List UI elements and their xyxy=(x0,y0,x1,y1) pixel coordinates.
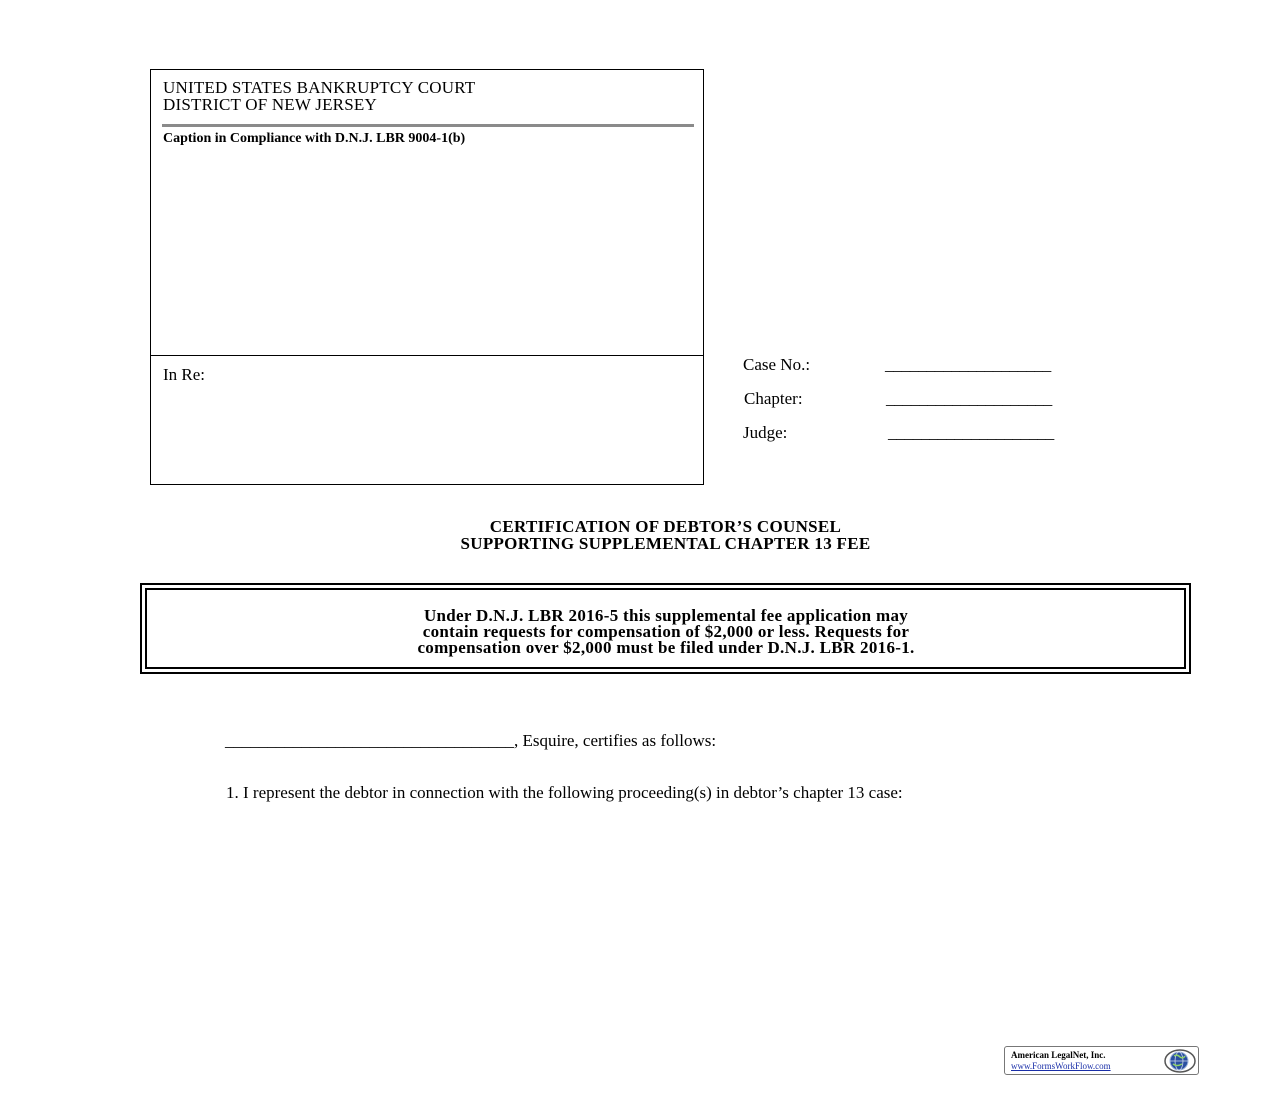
notice-text xyxy=(147,608,1184,656)
court-name xyxy=(163,79,475,113)
title-line-2: SUPPORTING SUPPLEMENTAL CHAPTER 13 FEE xyxy=(460,534,871,553)
notice-line-3: compensation over $2,000 must be filed under D.N.J. LBR 2016-1. xyxy=(417,638,915,657)
judge-label: Judge: xyxy=(743,423,788,442)
footer-company-name: American LegalNet, Inc. xyxy=(1011,1050,1106,1060)
court-line-1: UNITED STATES BANKRUPTCY COURT xyxy=(163,78,476,97)
caption-rule xyxy=(162,124,694,127)
in-re-label: In Re: xyxy=(163,365,206,384)
judge-field[interactable]: ____________________ xyxy=(888,423,1055,442)
title-line-1: CERTIFICATION OF DEBTOR’S COUNSEL xyxy=(489,517,842,536)
caption-divider xyxy=(151,355,703,356)
certify-line[interactable]: __________________________________, Esquire, certifies as follows: xyxy=(225,731,717,750)
chapter-field[interactable]: ____________________ xyxy=(886,389,1053,408)
notice-box xyxy=(140,583,1191,674)
notice-box-inner xyxy=(145,588,1186,669)
document-title xyxy=(0,518,1275,552)
footer-logo xyxy=(1004,1046,1199,1075)
footer-url-link[interactable]: www.FormsWorkFlow.com xyxy=(1011,1061,1111,1071)
case-no-label: Case No.: xyxy=(743,355,811,374)
paragraph-1: 1. I represent the debtor in connection with the following proceeding(s) in debtor’s chapter 13 case: xyxy=(226,783,903,802)
notice-line-1: Under D.N.J. LBR 2016-5 this supplemental fee application may xyxy=(423,606,909,625)
court-line-2: DISTRICT OF NEW JERSEY xyxy=(163,95,377,114)
caption-box xyxy=(150,69,704,485)
notice-line-2: contain requests for compensation of $2,000 or less. Requests for xyxy=(422,622,910,641)
chapter-label: Chapter: xyxy=(744,389,803,408)
globe-logo-icon xyxy=(1160,1048,1196,1074)
caption-compliance-note: Caption in Compliance with D.N.J. LBR 9004-1(b) xyxy=(163,131,466,146)
case-no-field[interactable]: ____________________ xyxy=(885,355,1052,374)
